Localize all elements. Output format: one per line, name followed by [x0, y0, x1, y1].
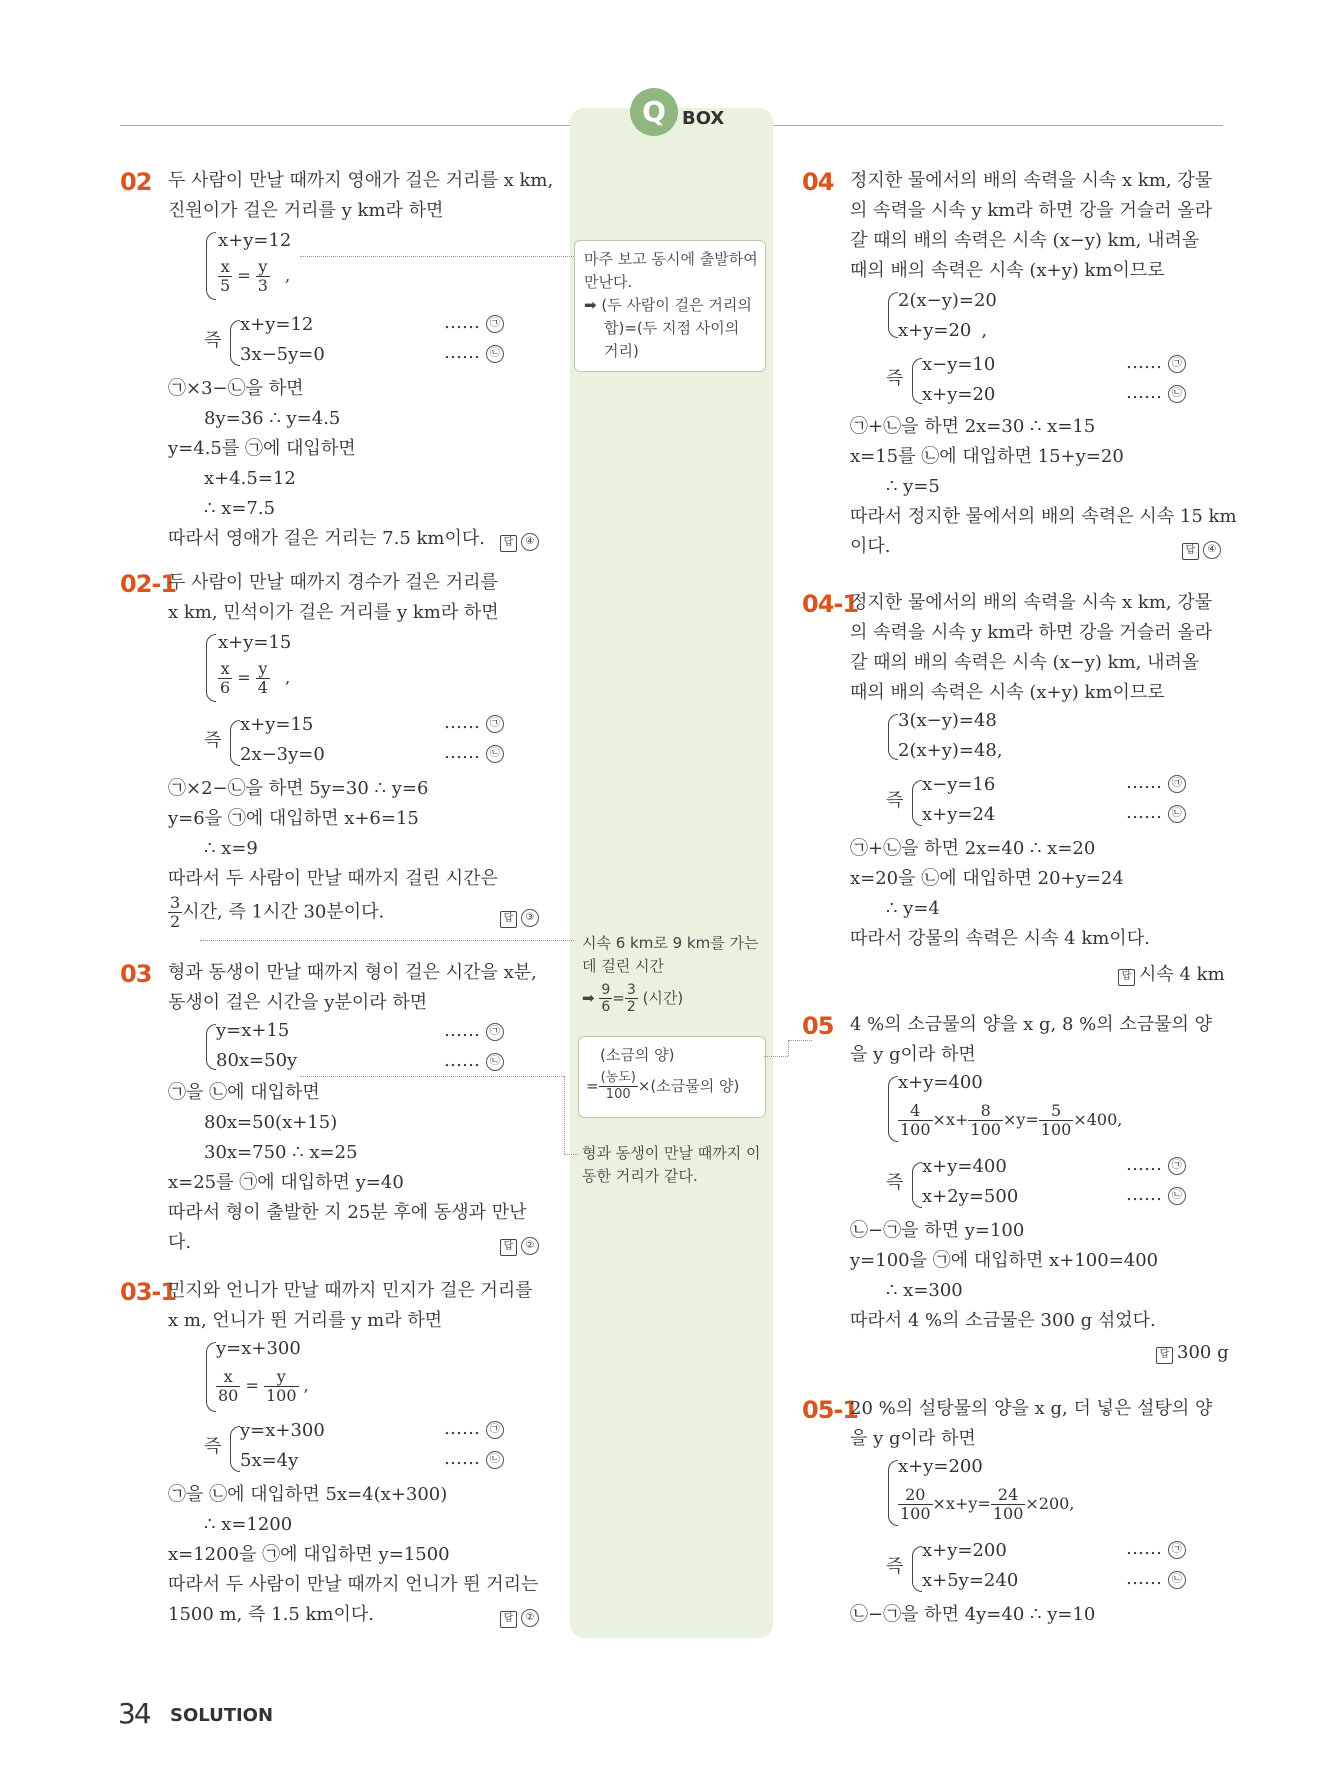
arrow-icon: ➡: [582, 989, 595, 1007]
equation: 2(x−y)=20: [898, 290, 997, 311]
text-line: 따라서 두 사람이 만날 때까지 걸린 시간은: [168, 868, 498, 889]
circle-label-2: ㉡: [486, 1053, 504, 1071]
circle-label-1: ㉠: [1168, 355, 1186, 373]
text-line: x=20을 ㉡에 대입하면 20+y=24: [850, 868, 1124, 889]
equation: x+y=15: [218, 632, 292, 653]
leader-line: [564, 1076, 565, 1154]
problem-number: 04-1: [802, 590, 859, 618]
answer: [500, 530, 539, 552]
note-line: 합)=(두 지점 사이의: [604, 319, 740, 337]
denominator: 100: [265, 1386, 297, 1405]
problem-number: 04: [802, 168, 834, 196]
text-line: ∴ x=1200: [204, 1514, 293, 1535]
text-line: ㉠을 ㉡에 대입하면 5x=4(x+300): [168, 1484, 448, 1505]
leader-line: [764, 1056, 788, 1057]
answer-icon: 답: [500, 535, 517, 552]
equation: x+2y=500: [922, 1186, 1019, 1207]
text-line: 진원이가 걸은 거리를 y km라 하면: [168, 200, 444, 221]
comma: ,: [285, 668, 291, 687]
equation: y=x+300: [240, 1420, 325, 1441]
numerator: y: [264, 1368, 299, 1387]
note-line: (소금의 양): [600, 1046, 675, 1064]
text-line: y=4.5를 ㉠에 대입하면: [168, 438, 356, 459]
circle-label-1: ㉠: [486, 315, 504, 333]
answer-icon: 답: [1156, 1347, 1173, 1364]
system-brace: [230, 720, 240, 766]
text-line: ∴ y=5: [886, 476, 940, 497]
text-line: 30x=750 ∴ x=25: [204, 1142, 358, 1163]
dots: …… ㉡: [1126, 798, 1186, 828]
answer-choice: ④: [521, 533, 539, 551]
problem-number: 05-1: [802, 1396, 859, 1424]
equation: 3x−5y=0: [240, 344, 325, 365]
label-jeuk: 즉: [204, 1436, 222, 1457]
answer: [1182, 538, 1221, 560]
answer: [1118, 960, 1225, 986]
note-line: 동한 거리가 같다.: [582, 1167, 698, 1185]
dots: …… ㉡: [1126, 1564, 1186, 1594]
denominator: 4: [257, 678, 268, 697]
text-line: ∴ x=7.5: [204, 498, 276, 519]
equation: x+y=200: [922, 1540, 1007, 1561]
note-line: 만난다.: [584, 273, 633, 291]
text-line: 갈 때의 배의 속력은 시속 (x−y) km, 내려올: [850, 230, 1200, 251]
dots: …… ㉠: [1126, 348, 1186, 378]
text-line: x+4.5=12: [204, 468, 296, 489]
text-line: 의 속력을 시속 y km라 하면 강을 거슬러 올라: [850, 200, 1213, 221]
text-line: 정지한 물에서의 배의 속력을 시속 x km, 강물: [850, 170, 1213, 191]
note-fraction: ➡ $\frac{9}{6}$ = $\frac{3}{2}$ (시간): [582, 982, 684, 1015]
text-line: 8y=36 ∴ y=4.5: [204, 408, 341, 429]
answer-icon: 답: [1118, 969, 1135, 986]
text-line: 이다.: [850, 536, 891, 557]
system-brace: [230, 1426, 240, 1472]
equals-sign: =: [245, 1376, 259, 1395]
text-line: x m, 언니가 뛴 거리를 y m라 하면: [168, 1310, 443, 1331]
circle-label-1: ㉠: [486, 715, 504, 733]
answer-icon: 답: [500, 911, 517, 928]
equation: x+y=15: [240, 714, 314, 735]
text-line: x km, 민석이가 걸은 거리를 y km라 하면: [168, 602, 499, 623]
dots: …… ㉡: [444, 1444, 504, 1474]
text-line: 의 속력을 시속 y km라 하면 강을 거슬러 올라: [850, 622, 1213, 643]
circle-label-2: ㉡: [1168, 385, 1186, 403]
numerator: y: [256, 258, 270, 277]
system-brace: [230, 320, 240, 366]
note-fraction: = $\frac{\text{(농도)}}{100}$ ×(소금물의 양): [586, 1070, 740, 1102]
text-line: y=6을 ㉠에 대입하면 x+6=15: [168, 808, 419, 829]
text-line: 동생이 걸은 시간을 y분이라 하면: [168, 992, 428, 1013]
answer: [500, 906, 539, 928]
text-line: 따라서 정지한 물에서의 배의 속력은 시속 15 km: [850, 506, 1237, 527]
dots: …… ㉡: [1126, 378, 1186, 408]
equation: x+5y=240: [922, 1570, 1019, 1591]
text-line: 때의 배의 속력은 시속 (x+y) km이므로: [850, 682, 1165, 703]
answer-text: 시속 4 km: [1139, 964, 1225, 985]
label-jeuk: 즉: [204, 330, 222, 351]
denominator: 6: [220, 678, 231, 697]
text-line: 따라서 두 사람이 만날 때까지 언니가 뛴 거리는: [168, 1574, 539, 1595]
answer: [500, 1234, 539, 1256]
equation: y=x+300: [216, 1338, 301, 1359]
circle-label-1: ㉠: [1168, 1541, 1186, 1559]
text-line: 시간, 즉 1시간 30분이다.: [182, 901, 385, 923]
answer-choice: ④: [1203, 541, 1221, 559]
text-line: 정지한 물에서의 배의 속력을 시속 x km, 강물: [850, 592, 1213, 613]
note-line: 형과 동생이 만날 때까지 이: [582, 1144, 761, 1162]
equation: x+y=20: [922, 384, 996, 405]
text-line: x=25를 ㉠에 대입하면 y=40: [168, 1172, 404, 1193]
answer-choice: ②: [521, 1609, 539, 1627]
denominator: 3: [257, 276, 268, 295]
denominator: 2: [170, 912, 181, 931]
equation: 2(x+y)=48,: [898, 740, 1003, 761]
leader-line: [200, 940, 574, 941]
text-line: 두 사람이 만날 때까지 영애가 걸은 거리를 x km,: [168, 170, 554, 191]
text-line: ㉡−㉠을 하면 4y=40 ∴ y=10: [850, 1604, 1096, 1625]
text-line: ∴ x=300: [886, 1280, 963, 1301]
leader-line: [300, 256, 574, 257]
numerator: x: [218, 258, 232, 277]
numerator: x: [216, 1368, 240, 1387]
answer-choice: ②: [521, 1237, 539, 1255]
text-line: x=15를 ㉡에 대입하면 15+y=20: [850, 446, 1124, 467]
text-line: ㉠+㉡을 하면 2x=40 ∴ x=20: [850, 838, 1096, 859]
equation: x+y=400: [898, 1072, 983, 1093]
text-line: 민지와 언니가 만날 때까지 민지가 걸은 거리를: [168, 1280, 533, 1301]
equation: x+y=20 ,: [898, 320, 988, 341]
dots: …… ㉡: [444, 738, 504, 768]
text-line: 을 y g이라 하면: [850, 1044, 976, 1065]
problem-number: 02-1: [120, 570, 177, 598]
text-line: ㉡−㉠을 하면 y=100: [850, 1220, 1025, 1241]
circle-label-2: ㉡: [486, 745, 504, 763]
text-line: 80x=50(x+15): [204, 1112, 338, 1133]
equation: 80x=50y: [216, 1050, 298, 1071]
note-line: ➡ (두 사람이 걸은 거리의: [584, 296, 752, 314]
text-line: ㉠+㉡을 하면 2x=30 ∴ x=15: [850, 416, 1096, 437]
note-line: 마주 보고 동시에 출발하여: [584, 250, 758, 268]
text-line: 따라서 4 %의 소금물은 300 g 섞었다.: [850, 1310, 1156, 1331]
answer-text: 300 g: [1177, 1342, 1229, 1363]
circle-label-1: ㉠: [1168, 775, 1186, 793]
dots: …… ㉠: [1126, 768, 1186, 798]
denominator: 80: [218, 1386, 239, 1405]
header-rule-left: [120, 125, 570, 126]
dots: …… ㉠: [444, 708, 504, 738]
problem-number: 03: [120, 960, 152, 988]
system-brace: [912, 1546, 922, 1592]
fraction-equation: $\frac{4}{100}$ ×x+ $\frac{8}{100}$ ×y= $\frac{5}{100}$ ×400,: [900, 1101, 1123, 1139]
text-line: 두 사람이 만날 때까지 경수가 걸은 거리를: [168, 572, 498, 593]
equation: 3(x−y)=48: [898, 710, 997, 731]
equation: x−y=10: [922, 354, 996, 375]
dots: …… ㉠: [444, 1414, 504, 1444]
leader-line: [564, 1154, 578, 1155]
dots: …… ㉡: [444, 1046, 504, 1076]
equals-sign: =: [237, 668, 251, 687]
label-jeuk: 즉: [886, 1172, 904, 1193]
equation: x+y=400: [922, 1156, 1007, 1177]
equation: 2x−3y=0: [240, 744, 325, 765]
system-brace: [912, 1162, 922, 1208]
text-line: 따라서 강물의 속력은 시속 4 km이다.: [850, 928, 1150, 949]
answer: [500, 1606, 539, 1628]
q-box-title: BOX: [682, 108, 725, 129]
problem-number: 02: [120, 168, 152, 196]
text-line: 20 %의 설탕물의 양을 x g, 더 넣은 설탕의 양: [850, 1398, 1213, 1419]
answer-icon: 답: [1182, 543, 1199, 560]
numerator: 3: [170, 893, 181, 912]
system-brace: [912, 358, 922, 404]
system-brace: [888, 1076, 898, 1142]
equals-sign: =: [237, 266, 251, 285]
dots: …… ㉡: [1126, 1180, 1186, 1210]
text-line: 따라서 형이 출발한 지 25분 후에 동생과 만난: [168, 1202, 527, 1223]
fraction-equation: [216, 1368, 309, 1405]
circle-label-2: ㉡: [1168, 805, 1186, 823]
dots: …… ㉠: [1126, 1150, 1186, 1180]
note-line: 시속 6 km로 9 km를 가는: [582, 934, 759, 952]
text-line: 따라서 영애가 걸은 거리는 7.5 km이다.: [168, 528, 485, 549]
text-line: 4 %의 소금물의 양을 x g, 8 %의 소금물의 양: [850, 1014, 1213, 1035]
text-line: 다.: [168, 1232, 192, 1253]
circle-label-1: ㉠: [1168, 1157, 1186, 1175]
system-brace: [206, 634, 216, 702]
circle-label-2: ㉡: [1168, 1571, 1186, 1589]
note-line: 거리): [604, 342, 639, 360]
text-line: x=1200을 ㉠에 대입하면 y=1500: [168, 1544, 450, 1565]
fraction-line: [168, 894, 384, 931]
label-jeuk: 즉: [886, 1556, 904, 1577]
system-brace: [888, 714, 898, 760]
system-brace: [206, 1342, 216, 1412]
comma: ,: [303, 1376, 309, 1395]
fraction-equation: [218, 660, 290, 697]
answer: [1156, 1342, 1229, 1364]
text-line: ㉠×2−㉡을 하면 5y=30 ∴ y=6: [168, 778, 429, 799]
numerator: y: [256, 660, 270, 679]
footer-title: SOLUTION: [170, 1705, 274, 1726]
text-line: 형과 동생이 만날 때까지 형이 걸은 시간을 x분,: [168, 962, 537, 983]
dots: …… ㉠: [444, 1016, 504, 1046]
equation: x+y=24: [922, 804, 996, 825]
system-brace: [888, 292, 898, 338]
leader-line: [788, 1040, 812, 1041]
circle-label-2: ㉡: [486, 1451, 504, 1469]
fraction-equation: $\frac{20}{100}$ ×x+y= $\frac{24}{100}$ ×200,: [900, 1485, 1075, 1523]
text-line: 1500 m, 즉 1.5 km이다.: [168, 1604, 374, 1625]
dots: …… ㉠: [444, 308, 504, 338]
text-line: 을 y g이라 하면: [850, 1428, 976, 1449]
dots: …… ㉡: [444, 338, 504, 368]
equation: x+y=200: [898, 1456, 983, 1477]
system-brace: [888, 1460, 898, 1526]
dots: …… ㉠: [1126, 1534, 1186, 1564]
leader-line: [300, 1076, 564, 1077]
system-brace: [206, 232, 216, 300]
problem-number: 05: [802, 1012, 834, 1040]
comma: ,: [285, 266, 291, 285]
answer-icon: 답: [500, 1239, 517, 1256]
equation: x+y=12: [218, 230, 292, 251]
numerator: x: [218, 660, 232, 679]
circle-label-2: ㉡: [1168, 1187, 1186, 1205]
circle-label-2: ㉡: [486, 345, 504, 363]
text-line: ∴ y=4: [886, 898, 940, 919]
denominator: 5: [220, 276, 231, 295]
problem-number: 03-1: [120, 1278, 177, 1306]
label-jeuk: 즉: [886, 790, 904, 811]
text-line: ㉠×3−㉡을 하면: [168, 378, 304, 399]
equation: y=x+15: [216, 1020, 290, 1041]
text-line: 갈 때의 배의 속력은 시속 (x−y) km, 내려올: [850, 652, 1200, 673]
note-line: 데 걸린 시간: [582, 957, 664, 975]
circle-label-1: ㉠: [486, 1023, 504, 1041]
equation: x−y=16: [922, 774, 996, 795]
header-rule-right: [773, 125, 1223, 126]
answer-choice: ③: [521, 909, 539, 927]
text-line: 때의 배의 속력은 시속 (x+y) km이므로: [850, 260, 1165, 281]
fraction-equation: [218, 258, 290, 295]
system-brace: [912, 780, 922, 826]
equation: x+y=12: [240, 314, 314, 335]
leader-line: [788, 1040, 789, 1056]
page-number: 34: [118, 1697, 150, 1730]
circle-label-1: ㉠: [486, 1421, 504, 1439]
text-line: ㉠을 ㉡에 대입하면: [168, 1082, 320, 1103]
equation: 5x=4y: [240, 1450, 299, 1471]
text-line: ∴ x=9: [204, 838, 258, 859]
q-badge-icon: Q: [630, 88, 678, 136]
label-jeuk: 즉: [886, 368, 904, 389]
answer-icon: 답: [500, 1611, 517, 1628]
system-brace: [206, 1024, 216, 1070]
label-jeuk: 즉: [204, 730, 222, 751]
text-line: y=100을 ㉠에 대입하면 x+100=400: [850, 1250, 1159, 1271]
